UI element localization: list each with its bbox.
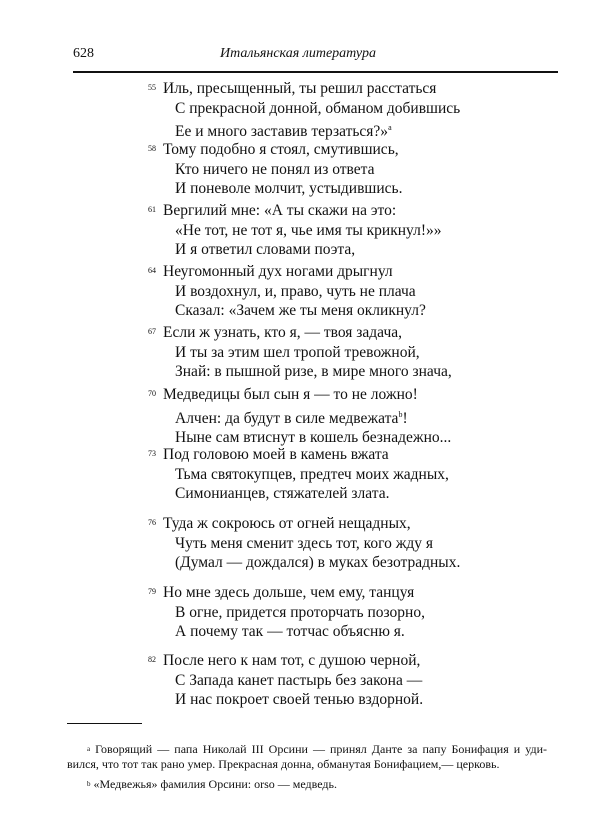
verse-text: Если ж узнать, кто я, — твоя задача,	[163, 324, 402, 341]
footnote-rule	[67, 723, 142, 724]
verse-line	[148, 343, 452, 363]
header-rule	[73, 71, 558, 73]
verse-number: 61	[148, 205, 156, 214]
verse-line	[148, 514, 460, 534]
verse-line	[148, 622, 425, 642]
verse-text: Чуть меня сменит здесь тот, кого жду я	[175, 534, 434, 552]
stanza	[148, 79, 460, 142]
verse-line	[148, 201, 442, 221]
verse-number: 82	[148, 655, 156, 664]
verse-text: Кто ничего не понял из ответа	[175, 160, 375, 178]
footnote	[67, 777, 547, 792]
verse-text: С Запада канет пастырь без закона —	[175, 671, 423, 689]
verse-line	[148, 221, 442, 241]
stanza	[148, 262, 426, 321]
verse-text: (Думал — дождался) в муках безотрадных.	[175, 554, 461, 571]
verse-number: 79	[148, 587, 156, 596]
verse-line	[148, 671, 423, 691]
verse-line	[148, 362, 452, 382]
footnote-line	[67, 777, 547, 792]
verse-text: А почему так — тотчас объясню я.	[175, 623, 405, 640]
verse-number: 76	[148, 518, 156, 527]
verse-number: 64	[148, 266, 156, 275]
verse-text: Вергилий мне: «А ты скажи на это:	[163, 202, 397, 219]
verse-text: Медведицы был сын я — то не ложно!	[163, 386, 418, 403]
verse-text: И ты за этим шел тропой тревожной,	[175, 343, 420, 361]
stanza	[148, 140, 402, 199]
verse-line	[148, 405, 451, 429]
stanza	[148, 514, 460, 573]
footnote	[67, 742, 547, 772]
verse-text: И воздохнул, и, право, чуть не плача	[175, 282, 416, 300]
verse-text: После него к нам тот, с душою черной,	[163, 652, 421, 669]
verse-text: Неугомонный дух ногами дрыгнул	[163, 263, 393, 280]
verse-line	[148, 465, 449, 485]
footnote-text: Говорящий — папа Николай III Орсини — принял Данте за папу Бонифация и уди-	[95, 742, 547, 756]
verse-text: «Не тот, не тот я, чье имя ты крикнул!»»	[175, 221, 442, 239]
verse-line	[148, 385, 451, 405]
verse-line	[148, 651, 423, 671]
verse-text: Тому подобно я стоял, смутившись,	[163, 141, 399, 158]
footnote-text: «Медвежья» фамилия Орсини: orso — медведь.	[93, 777, 338, 791]
verse-text: С прекрасной донной, обманом добившись	[175, 99, 461, 117]
footnote-text: вился, что тот так рано умер. Прекрасная донна, обманутая Бонифацием,— церковь.	[67, 757, 500, 771]
verse-line	[148, 240, 442, 260]
verse-line	[148, 534, 460, 554]
verse-text: Под головою моей в камень вжата	[163, 446, 389, 463]
footnote-marker[interactable]: a	[388, 123, 392, 132]
verse-number: 58	[148, 144, 156, 153]
stanza	[148, 651, 423, 710]
verse-line	[148, 99, 460, 119]
footnote-mark: a	[87, 745, 91, 753]
verse-text: Алчен: да будут в силе медвежата	[175, 409, 399, 427]
footnote-mark: b	[87, 780, 91, 788]
verse-text: Ее и много заставив терзаться?»	[175, 123, 389, 141]
verse-text: Симонианцев, стяжателей злата.	[175, 485, 390, 502]
verse-line	[148, 603, 425, 623]
footnote-line	[67, 742, 547, 757]
footnote-line	[67, 757, 547, 772]
verse-text: Ныне сам втиснут в кошель безнадежно...	[175, 429, 452, 447]
verse-text: Но мне здесь дольше, чем ему, танцуя	[163, 584, 415, 601]
verse-text: И я ответил словами поэта,	[175, 241, 356, 258]
stanza	[148, 201, 442, 260]
running-header-title: Итальянская литература	[220, 46, 376, 61]
verse-text: В огне, придется проторчать позорно,	[175, 603, 425, 621]
page-number: 628	[73, 46, 94, 61]
verse-line	[148, 301, 426, 321]
verse-text: И нас покроет своей тенью вздорной.	[175, 691, 424, 708]
verse-line	[148, 118, 460, 142]
verse-number: 55	[148, 83, 156, 92]
verse-line	[148, 179, 402, 199]
verse-text: И поневоле молчит, устыдившись.	[175, 180, 403, 197]
verse-text: Иль, пресыщенный, ты решил расстаться	[163, 80, 437, 97]
verse-line	[148, 282, 426, 302]
stanza	[148, 583, 425, 642]
footnote-marker[interactable]: b	[398, 409, 403, 419]
verse-line	[148, 262, 426, 282]
stanza	[148, 323, 452, 382]
verse-line	[148, 583, 425, 603]
verse-line	[148, 445, 449, 465]
verse-line	[148, 79, 460, 99]
verse-text: Сказал: «Зачем же ты меня окликнул?	[175, 302, 426, 319]
verse-line	[148, 553, 460, 573]
verse-line	[148, 484, 449, 504]
verse-text: Тьма святокупцев, предтеч моих жадных,	[175, 465, 449, 483]
verse-line	[148, 140, 402, 160]
stanza	[148, 445, 449, 504]
verse-line	[148, 160, 402, 180]
verse-text: Туда ж сокроюсь от огней нещадных,	[163, 515, 411, 532]
verse-number: 67	[148, 327, 156, 336]
verse-line	[148, 690, 423, 710]
verse-number: 70	[148, 389, 156, 398]
punctuation: !	[402, 409, 408, 427]
verse-text: Знай: в пышной ризе, в мире много знача,	[175, 363, 452, 380]
stanza	[148, 385, 451, 448]
verse-number: 73	[148, 449, 156, 458]
verse-line	[148, 323, 452, 343]
